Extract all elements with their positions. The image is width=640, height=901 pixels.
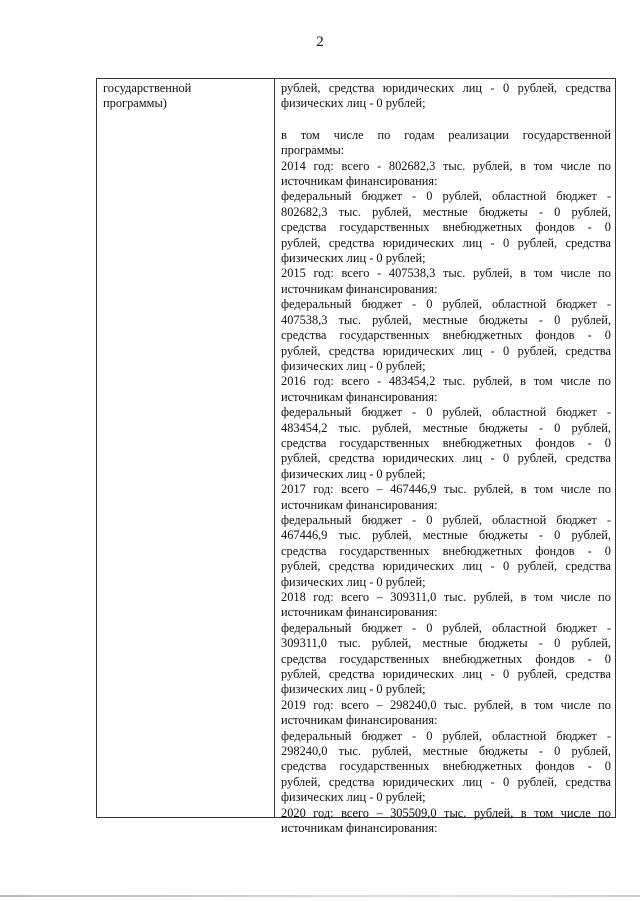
year-block-2018 [281,590,611,698]
text-line: программы: [281,143,345,158]
year-block-2014 [281,159,611,267]
text-line: физических лиц - 0 рублей; [281,466,426,481]
text-line: физических лиц - 0 рублей; [281,574,426,589]
paragraph-years-intro [281,128,611,159]
text-line: федеральный бюджет - 0 рублей, областной бюджет - [281,189,611,204]
text-line: 2020 год: всего – 305509,0 тыс. рублей, в том числе по [281,805,611,820]
text-line: 407538,3 тыс. рублей, местные бюджеты - 0 рублей, [281,312,611,327]
text-line: средства государственных внебюджетных фондов - 0 [281,328,611,343]
text-line: 2014 год: всего - 802682,3 тыс. рублей, в том числе по [281,158,611,173]
text-line: федеральный бюджет - 0 рублей, областной бюджет - [281,512,611,527]
text-line: физических лиц - 0 рублей; [281,682,426,697]
label-line: программы) [103,96,167,111]
text-line: 2015 год: всего - 407538,3 тыс. рублей, в том числе по [281,266,611,281]
text-line: 2017 год: всего – 467446,9 тыс. рублей, в том числе по [281,482,611,497]
text-line: федеральный бюджет - 0 рублей, областной бюджет - [281,728,611,743]
text-line: физических лиц - 0 рублей; [281,790,426,805]
text-line: средства государственных внебюджетных фондов - 0 [281,759,611,774]
year-block-2017 [281,482,611,590]
text-line: источникам финансирования: [281,497,438,512]
text-line: в том числе по годам реализации государственной [281,127,611,142]
year-block-2016 [281,374,611,482]
text-line: 483454,2 тыс. рублей, местные бюджеты - 0 рублей, [281,420,611,435]
text-line: 802682,3 тыс. рублей, местные бюджеты - 0 рублей, [281,204,611,219]
paragraph-intro [281,81,611,112]
paragraph-gap [281,112,611,128]
text-line: 309311,0 тыс. рублей, местные бюджеты - 0 рублей, [281,636,611,651]
text-line: рублей, средства юридических лиц - 0 рублей, средства [281,81,611,95]
text-line: федеральный бюджет - 0 рублей, областной бюджет - [281,405,611,420]
text-line: рублей, средства юридических лиц - 0 рублей, средства [281,451,611,466]
text-line: 467446,9 тыс. рублей, местные бюджеты - 0 рублей, [281,528,611,543]
text-line: физических лиц - 0 рублей; [281,251,426,266]
text-line: федеральный бюджет - 0 рублей, областной бюджет - [281,297,611,312]
table-value-cell [275,79,615,836]
program-table [96,78,616,836]
text-line: средства государственных внебюджетных фондов - 0 [281,543,611,558]
text-line: 2016 год: всего - 483454,2 тыс. рублей, в том числе по [281,374,611,389]
text-line: источникам финансирования: [281,281,438,296]
text-line: источникам финансирования: [281,174,438,189]
text-line: федеральный бюджет - 0 рублей, областной бюджет - [281,620,611,635]
text-line: физических лиц - 0 рублей; [281,96,426,111]
text-line: рублей, средства юридических лиц - 0 рублей, средства [281,343,611,358]
text-line: источникам финансирования: [281,389,438,404]
text-line: рублей, средства юридических лиц - 0 рублей, средства [281,559,611,574]
year-block-2015 [281,266,611,374]
text-line: источникам финансирования: [281,605,438,620]
text-line: рублей, средства юридических лиц - 0 рублей, средства [281,774,611,789]
text-line: источникам финансирования: [281,821,438,836]
scan-edge-line [0,895,640,897]
page-number: 2 [316,34,324,50]
text-line: 298240,0 тыс. рублей, местные бюджеты - 0 рублей, [281,744,611,759]
label-line: государственной [103,81,192,95]
text-line: средства государственных внебюджетных фондов - 0 [281,220,611,235]
text-line: средства государственных внебюджетных фондов - 0 [281,651,611,666]
text-line: источникам финансирования: [281,713,438,728]
text-line: 2018 год: всего – 309311,0 тыс. рублей, в том числе по [281,590,611,604]
text-line: средства государственных внебюджетных фондов - 0 [281,435,611,450]
text-line: рублей, средства юридических лиц - 0 рублей, средства [281,667,611,682]
text-line: 2019 год: всего – 298240,0 тыс. рублей, в том числе по [281,697,611,712]
table-label-cell [97,79,275,817]
text-line: рублей, средства юридических лиц - 0 рублей, средства [281,235,611,250]
text-line: физических лиц - 0 рублей; [281,358,426,373]
year-block-2020 [281,806,611,837]
year-block-2019 [281,698,611,806]
